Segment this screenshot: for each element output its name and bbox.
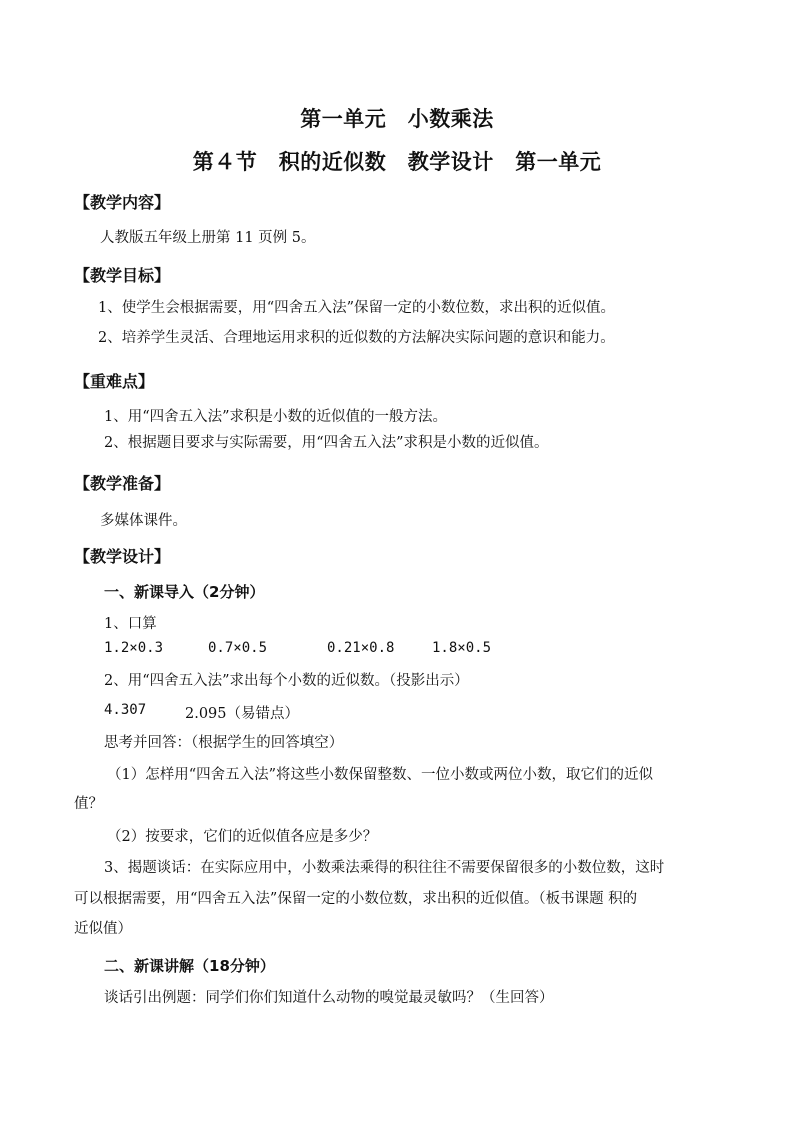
part1-item2: 2、用“四舍五入法”求出每个小数的近似数。（投影出示）: [104, 673, 469, 689]
content-text: 人教版五年级上册第 11 页例 5。: [100, 230, 316, 246]
part1-item3-line-3: 近似值）: [74, 921, 132, 937]
number-a: 4.307: [104, 702, 147, 718]
key-point-2: 2、根据题目要求与实际需要，用“四舍五入法”求积是小数的近似值。: [104, 435, 549, 451]
prep-heading: 【教学准备】: [74, 474, 171, 493]
goal-item-2: 2、培养学生灵活、合理地运用求积的近似数的方法解决实际问题的意识和能力。: [98, 330, 615, 346]
page-title: 第一单元 小数乘法: [300, 107, 494, 131]
question-1-line-2: 值？: [74, 796, 103, 812]
expression-3: 0.21×0.8: [327, 640, 395, 656]
key-points-heading: 【重难点】: [74, 372, 155, 391]
part1-heading: 一、新课导入（2分钟）: [104, 583, 265, 601]
prep-text: 多媒体课件。: [100, 513, 187, 529]
key-point-1: 1、用“四舍五入法”求积是小数的近似值的一般方法。: [104, 409, 448, 425]
number-b: 2.095（易错点）: [185, 706, 300, 722]
page-subtitle: 第４节 积的近似数 教学设计 第一单元: [192, 150, 602, 174]
goal-item-1: 1、使学生会根据需要，用“四舍五入法”保留一定的小数位数，求出积的近似值。: [98, 300, 616, 316]
part1-item3-line-2: 可以根据需要，用“四舍五入法”保留一定的小数位数，求出积的近似值。（板书课题 积的: [74, 891, 638, 907]
question-1-line-1: （1）怎样用“四舍五入法”将这些小数保留整数、一位小数或两位小数，取它们的近似: [107, 767, 654, 783]
think-prompt: 思考并回答：（根据学生的回答填空）: [104, 735, 344, 751]
expression-2: 0.7×0.5: [208, 640, 268, 656]
expression-1: 1.2×0.3: [104, 640, 164, 656]
part1-item3-line-1: 3、揭题谈话：在实际应用中，小数乘法乘得的积往往不需要保留很多的小数位数，这时: [104, 860, 665, 876]
part2-heading: 二、新课讲解（18分钟）: [104, 957, 275, 975]
goals-heading: 【教学目标】: [74, 266, 171, 285]
part2-intro: 谈话引出例题：同学们你们知道什么动物的嗅觉最灵敏吗？（生回答）: [104, 990, 554, 1006]
design-heading: 【教学设计】: [74, 547, 171, 566]
question-2: （2）按要求，它们的近似值各应是多少？: [107, 829, 378, 845]
content-heading: 【教学内容】: [74, 193, 171, 212]
expression-4: 1.8×0.5: [432, 640, 492, 656]
part1-item1: 1、口算: [104, 616, 157, 632]
